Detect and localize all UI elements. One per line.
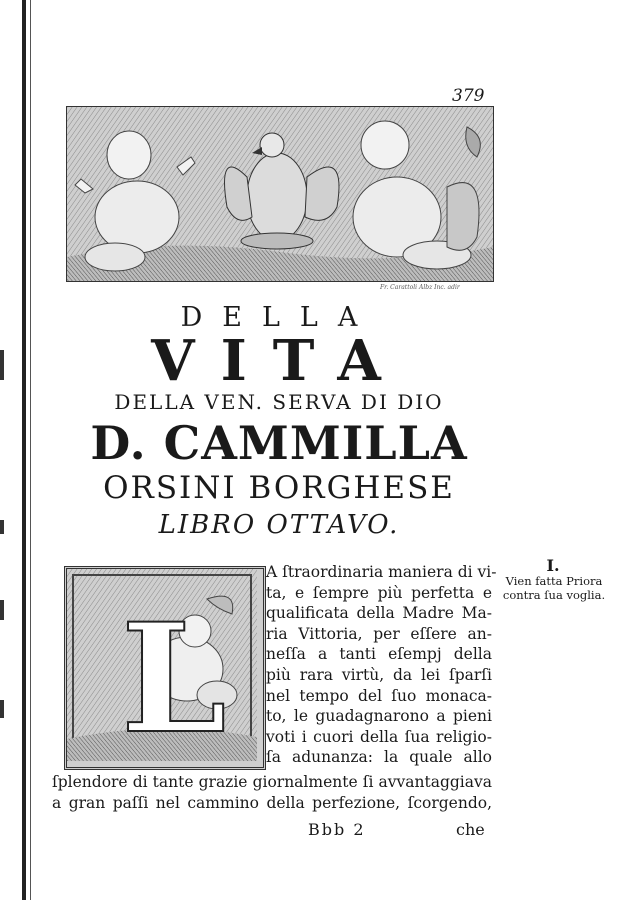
page-number: 379	[452, 86, 485, 106]
binding-gutter-edge	[30, 0, 31, 900]
body-line: voti i cuori della ſua religio-	[266, 727, 492, 746]
body-line: ſplendore di tante grazie giornalmente ſi avvantaggiava	[52, 773, 492, 791]
body-line: ta, e ſempre più perfetta e	[266, 583, 492, 602]
drop-initial-letter: L	[121, 591, 227, 761]
drop-initial-illustration	[67, 569, 257, 761]
body-line: ſa adunanza: la quale allo	[266, 748, 492, 767]
header-engraving	[66, 106, 494, 282]
title-della: DELLA	[180, 302, 378, 333]
adjacent-page-edge-mark	[0, 700, 4, 718]
marginal-note-line: Vien fatta Priora	[505, 574, 603, 588]
body-line: più rara virtù, da lei ſparſi	[266, 666, 492, 684]
catchword: che	[456, 820, 485, 839]
body-line: a gran paſſi nel cammino della perfezione, ſcorgendo,	[52, 793, 492, 812]
title-subtitle: DELLA VEN. SERVA DI DIO	[114, 390, 444, 414]
body-line: nel tempo del ſuo monaca-	[266, 686, 492, 705]
adjacent-page-edge-mark	[0, 600, 4, 620]
body-line: ria Vittoria, per eſſere an-	[266, 624, 492, 643]
body-line: neſſa a tanti eſempj della	[266, 645, 492, 664]
title-name: D. CAMMILLA	[90, 416, 468, 470]
body-line: A ſtraordinaria maniera di vi-	[266, 563, 497, 581]
signature-mark: Bbb 2	[308, 820, 366, 839]
title-vita: VITA	[151, 328, 407, 394]
adjacent-page-edge-mark	[0, 520, 4, 534]
marginal-note-line: contra ſua voglia.	[502, 588, 606, 602]
engraver-credit: Fr. Carattoli Albz Inc. adir	[380, 284, 460, 291]
title-book: LIBRO OTTAVO.	[158, 510, 400, 540]
engraving-illustration	[67, 107, 493, 281]
marginal-section-number: I.	[546, 556, 560, 575]
binding-gutter	[22, 0, 26, 900]
body-line: qualificata della Madre Ma-	[266, 604, 492, 623]
adjacent-page-edge-mark	[0, 350, 4, 380]
drop-initial-frame	[64, 566, 266, 770]
body-line: to, le guadagnarono a pieni	[266, 707, 492, 726]
title-surname: ORSINI BORGHESE	[103, 470, 455, 506]
